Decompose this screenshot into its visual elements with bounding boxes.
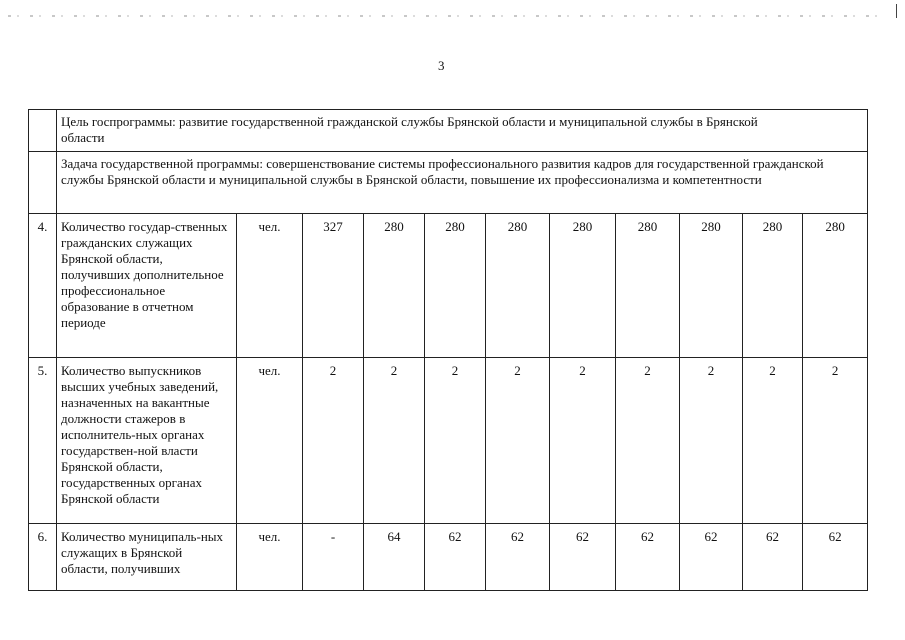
- value-cell: 280: [364, 214, 425, 358]
- value-cell: 62: [425, 524, 486, 591]
- indicator-name: Количество выпускников высших учебных заведений, назначенных на вакантные должности стажеров в исполнитель-ных органах государствен-ной власти Брянской области, государственных органах Брянской области: [57, 358, 237, 524]
- program-goal: Цель госпрограммы: развитие государственной гражданской службы Брянской области и муниципальной службы в Брянской области: [57, 110, 868, 152]
- value-cell: 280: [803, 214, 868, 358]
- unit-cell: чел.: [237, 214, 303, 358]
- value-cell: 62: [680, 524, 743, 591]
- table-row: [29, 358, 868, 524]
- value-cell: 62: [616, 524, 680, 591]
- value-cell: 280: [680, 214, 743, 358]
- value-cell: 2: [303, 358, 364, 524]
- value-cell: 2: [803, 358, 868, 524]
- scan-artifact-line: [8, 15, 888, 17]
- row-number: 6.: [29, 524, 57, 591]
- value-cell: 62: [550, 524, 616, 591]
- value-cell: 62: [486, 524, 550, 591]
- indicator-name: Количество государ-ственных гражданских служащих Брянской области, получивших дополнительное профессиональное образование в отчетном периоде: [57, 214, 237, 358]
- row-number: 5.: [29, 358, 57, 524]
- row-number: 4.: [29, 214, 57, 358]
- value-cell: 2: [680, 358, 743, 524]
- program-task: Задача государственной программы: совершенствование системы профессионального развития кадров для государственной гражданской службы Брянской области и муниципальной службы в Брянской области, повышение их профессионализма и компетентности: [57, 152, 868, 214]
- value-cell: 280: [743, 214, 803, 358]
- unit-cell: чел.: [237, 524, 303, 591]
- task-row-num-cell: [29, 152, 57, 214]
- indicators-table: [28, 109, 868, 591]
- value-cell: 62: [743, 524, 803, 591]
- goal-row-num-cell: [29, 110, 57, 152]
- value-cell: 327: [303, 214, 364, 358]
- page-number: 3: [438, 58, 445, 73]
- value-cell: 2: [743, 358, 803, 524]
- value-cell: 280: [616, 214, 680, 358]
- value-cell: -: [303, 524, 364, 591]
- value-cell: 280: [486, 214, 550, 358]
- value-cell: 2: [364, 358, 425, 524]
- unit-cell: чел.: [237, 358, 303, 524]
- value-cell: 2: [425, 358, 486, 524]
- value-cell: 62: [803, 524, 868, 591]
- scan-artifact-mark: [896, 4, 897, 18]
- value-cell: 2: [616, 358, 680, 524]
- indicator-name: Количество муниципаль-ных служащих в Брянской области, получивших: [57, 524, 237, 591]
- value-cell: 280: [425, 214, 486, 358]
- table-row: [29, 214, 868, 358]
- table-row: [29, 524, 868, 591]
- value-cell: 280: [550, 214, 616, 358]
- task-row: [29, 152, 868, 214]
- goal-row: [29, 110, 868, 152]
- value-cell: 2: [486, 358, 550, 524]
- value-cell: 64: [364, 524, 425, 591]
- value-cell: 2: [550, 358, 616, 524]
